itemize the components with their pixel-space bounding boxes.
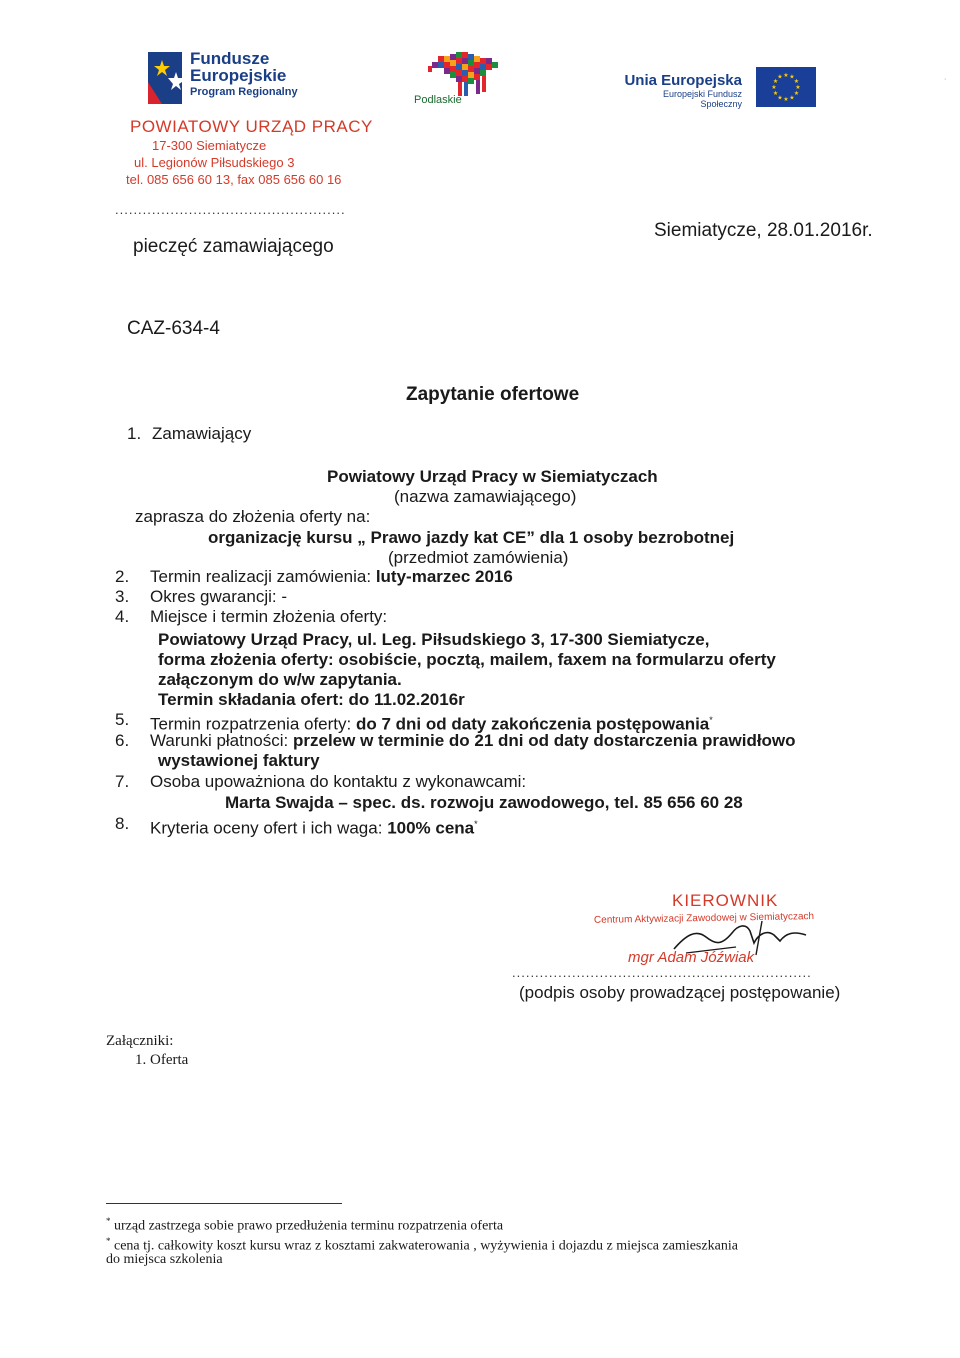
fe-line2: Europejskie <box>190 66 287 85</box>
office-stamp <box>126 117 373 188</box>
fundusze-europejskie-logo-icon <box>148 52 182 104</box>
item-1-label: Zamawiający <box>152 424 252 443</box>
item-3-label: Okres gwarancji: - <box>150 587 287 606</box>
stamp-line3: ul. Legionów Piłsudskiego 3 <box>134 155 295 170</box>
svg-text:★: ★ <box>793 78 800 85</box>
document-date: Siemiatycze, 28.01.2016r. <box>654 220 873 241</box>
svg-text:★: ★ <box>783 72 789 79</box>
item-2-line <box>150 567 513 587</box>
item-1-number: 1. <box>127 424 142 443</box>
item-1-invite: zaprasza do złożenia oferty na: <box>135 507 371 526</box>
podlaskie-label: Podlaskie <box>414 94 462 106</box>
attachment-item-1: 1. Oferta <box>135 1052 189 1068</box>
item-2-label: Termin realizacji zamówienia: <box>150 567 372 586</box>
footnote-2-cont: do miejsca szkolenia <box>106 1252 223 1267</box>
item-2-value: luty-marzec 2016 <box>375 567 513 586</box>
svg-text:★: ★ <box>777 94 783 102</box>
svg-text:★: ★ <box>777 73 783 81</box>
stamp-line4: tel. 085 656 60 13, fax 085 656 60 16 <box>126 172 342 187</box>
svg-text:★: ★ <box>789 73 795 81</box>
document-title: Zapytanie ofertowe <box>406 384 580 405</box>
svg-text:★: ★ <box>772 78 779 85</box>
stamp-line2: 17-300 Siemiatycze <box>152 138 267 153</box>
signature-dots: ................................................................. <box>512 965 812 980</box>
seal-dots: .................................................. <box>115 202 346 217</box>
unia-europejska-text <box>620 72 742 109</box>
item-5-number: 5. <box>115 710 130 729</box>
item-6-value-cont: wystawionej faktury <box>158 751 320 770</box>
signature-name-stamp: mgr Adam Jóźwiak <box>628 949 755 966</box>
item-6-line <box>150 731 796 751</box>
footnote-2-text: cena tj. całkowity koszt kursu wraz z kosztami zakwaterowania , wyżywienia i dojazdu z miejsca zamieszkania <box>114 1238 738 1254</box>
item-1-org-note: (nazwa zamawiającego) <box>394 487 577 506</box>
stamp-line1: POWIATOWY URZĄD PRACY <box>130 117 373 136</box>
signature-unit-stamp: Centrum Aktywizacji Zawodowej w Siemiatyczach <box>593 911 815 926</box>
item-1-org: Powiatowy Urząd Pracy w Siemiatyczach <box>327 467 658 486</box>
svg-text:★: ★ <box>795 84 801 91</box>
item-7-contact: Marta Swajda – spec. ds. rozwoju zawodowego, tel. 85 656 60 28 <box>225 793 743 812</box>
attachments-heading: Załączniki: <box>106 1033 174 1049</box>
item-8-line <box>150 814 478 839</box>
item-4-address: Powiatowy Urząd Pracy, ul. Leg. Piłsudskiego 3, 17-300 Siemiatycze, <box>158 630 710 649</box>
item-5-value: do 7 dni od daty zakończenia postępowania <box>355 714 710 734</box>
item-4-form: forma złożenia oferty: osobiście, pocztą, mailem, faxem na formularzu oferty <box>158 650 776 669</box>
signature-title-stamp: KIEROWNIK <box>672 891 779 910</box>
item-3-number: 3. <box>115 587 130 606</box>
item-8-value: 100% cena <box>387 818 475 838</box>
item-7-number: 7. <box>115 772 130 791</box>
footnote-1-mark: * <box>106 1216 111 1226</box>
item-4-deadline: Termin składania ofert: do 11.02.2016r <box>158 690 465 709</box>
item-1-subject-note: (przedmiot zamówienia) <box>388 548 569 567</box>
item-4-label: Miejsce i termin złożenia oferty: <box>150 607 388 626</box>
item-4-number: 4. <box>115 607 130 626</box>
scan-mark: ˙ <box>944 78 948 89</box>
fundusze-europejskie-text <box>190 50 298 101</box>
fe-line3: Program Regionalny <box>190 86 298 98</box>
footnote-1-text: urząd zastrzega sobie prawo przedłużenia terminu rozpatrzenia oferta <box>114 1218 504 1234</box>
seal-label: pieczęć zamawiającego <box>133 236 334 257</box>
item-6-label: Warunki płatności: <box>150 731 289 750</box>
svg-text:★: ★ <box>793 90 800 97</box>
item-8-label: Kryteria oceny ofert i ich waga: <box>150 818 383 838</box>
svg-text:★: ★ <box>771 84 777 91</box>
item-6-number: 6. <box>115 731 130 750</box>
footnote-2-mark: * <box>106 1236 111 1246</box>
signature-label: (podpis osoby prowadzącej postępowanie) <box>519 983 841 1002</box>
svg-text:★: ★ <box>772 90 779 97</box>
svg-text:★: ★ <box>783 96 789 103</box>
item-1-subject: organizację kursu „ Prawo jazdy kat CE” dla 1 osoby bezrobotnej <box>208 528 735 547</box>
item-5-label: Termin rozpatrzenia oferty: <box>150 714 352 734</box>
item-8-footnote-mark: * <box>474 819 478 829</box>
footnote-divider <box>106 1203 342 1204</box>
item-4-attached: załączonym do w/w zapytania. <box>158 670 402 689</box>
item-7-label: Osoba upoważniona do kontaktu z wykonawcami: <box>150 772 527 791</box>
item-2-number: 2. <box>115 567 130 586</box>
svg-text:★: ★ <box>789 94 795 102</box>
eu-flag-icon <box>756 67 816 107</box>
item-6-value: przelew w terminie do 21 dni od daty dostarczenia prawidłowo <box>293 731 796 750</box>
footnote-1 <box>106 1213 503 1235</box>
reference-number: CAZ-634-4 <box>127 318 220 339</box>
fe-line1: Fundusze <box>190 49 270 68</box>
ue-line2: Europejski Fundusz Społeczny <box>662 89 742 109</box>
item-5-footnote-mark: * <box>709 715 713 725</box>
item-8-number: 8. <box>115 814 130 833</box>
ue-line1: Unia Europejska <box>624 72 742 89</box>
